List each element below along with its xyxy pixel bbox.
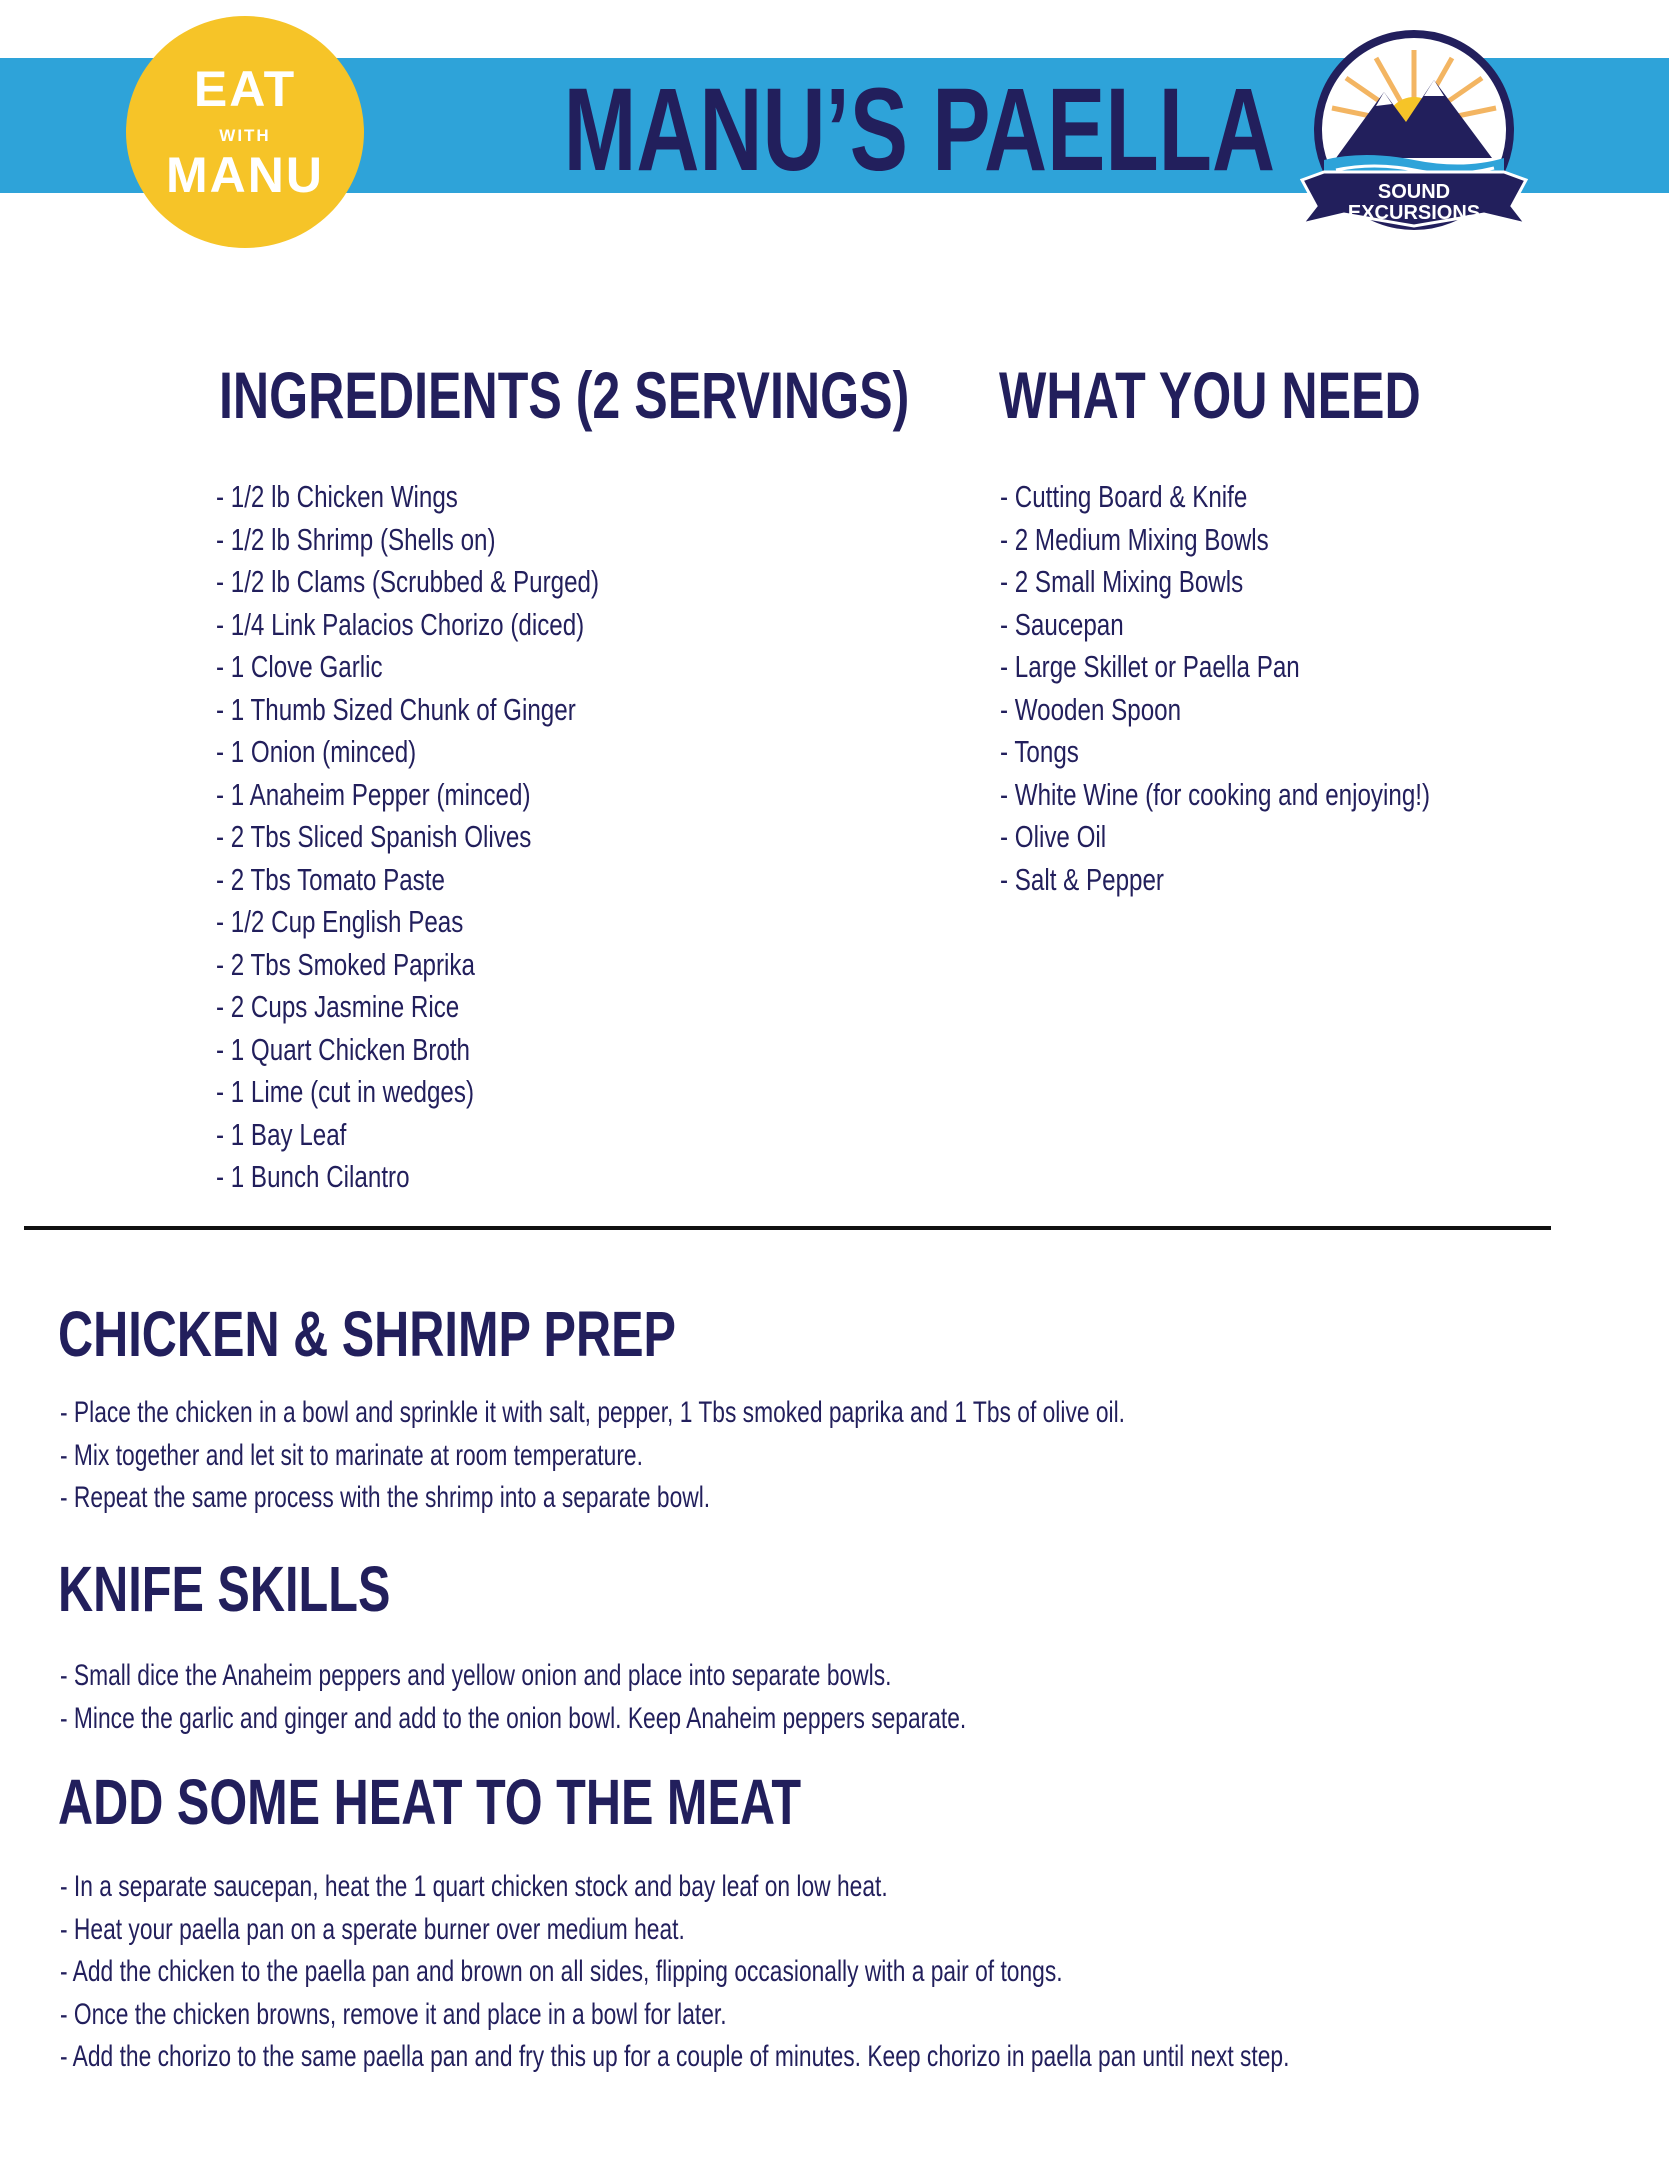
step-item-text: - Heat your paella pan on a sperate burner over medium heat. bbox=[60, 1912, 685, 1946]
step-item-text: - Mince the garlic and ginger and add to the onion bowl. Keep Anaheim peppers separate. bbox=[60, 1701, 967, 1735]
ingredient-item bbox=[216, 901, 707, 944]
step-item-text: - Repeat the same process with the shrimp into a separate bowl. bbox=[60, 1481, 711, 1514]
ingredient-item bbox=[216, 816, 707, 859]
step-item-text: - Small dice the Anaheim peppers and yellow onion and place into separate bowls. bbox=[60, 1659, 892, 1692]
ingredient-item-text: - 1 Bay Leaf bbox=[216, 1116, 347, 1152]
ingredient-item bbox=[216, 986, 707, 1029]
ingredient-item bbox=[216, 774, 707, 817]
ingredient-item bbox=[216, 689, 707, 732]
badge-manu: MANU bbox=[166, 147, 324, 203]
ingredient-item-text: - 1/2 lb Shrimp (Shells on) bbox=[216, 521, 496, 557]
step-item bbox=[60, 1951, 1669, 1994]
ingredient-item-text: - 1 Clove Garlic bbox=[216, 649, 383, 684]
knife-steps bbox=[60, 1655, 1252, 1740]
ingredient-item-text: - 2 Tbs Sliced Spanish Olives bbox=[216, 819, 532, 854]
step-item-text: - Once the chicken browns, remove it and place in a bowl for later. bbox=[60, 1997, 727, 2031]
equipment-item-text: - Tongs bbox=[1000, 734, 1079, 769]
page-title: MANU’S PAELLA bbox=[563, 64, 1276, 196]
ingredient-item-text: - 1 Onion (minced) bbox=[216, 734, 417, 769]
step-item bbox=[60, 1909, 1669, 1952]
ingredient-item-text: - 1 Anaheim Pepper (minced) bbox=[216, 776, 531, 812]
ingredient-item-text: - 2 Tbs Tomato Paste bbox=[216, 861, 445, 897]
ingredients-list bbox=[216, 476, 707, 1199]
ingredient-item bbox=[216, 1156, 707, 1199]
equipment-item bbox=[1000, 774, 1551, 817]
equipment-heading: WHAT YOU NEED bbox=[999, 358, 1421, 432]
equipment-item-text: - 2 Medium Mixing Bowls bbox=[1000, 521, 1269, 557]
equipment-item-text: - Cutting Board & Knife bbox=[1000, 479, 1248, 514]
equipment-item-text: - Large Skillet or Paella Pan bbox=[1000, 649, 1300, 684]
equipment-item-text: - Saucepan bbox=[1000, 606, 1124, 642]
step-item-text: - Add the chorizo to the same paella pan and fry this up for a couple of minutes. Keep chorizo in paella pan until next step. bbox=[60, 2040, 1290, 2073]
step-item-text: - In a separate saucepan, heat the 1 quart chicken stock and bay leaf on low heat. bbox=[60, 1870, 888, 1903]
ingredient-item bbox=[216, 1114, 707, 1157]
badge-eat: EAT bbox=[193, 61, 297, 117]
equipment-item bbox=[1000, 816, 1551, 859]
ingredient-item bbox=[216, 1029, 707, 1072]
ingredient-item bbox=[216, 519, 707, 562]
section-heading-heat: ADD SOME HEAT TO THE MEAT bbox=[58, 1766, 802, 1838]
ingredient-item bbox=[216, 944, 707, 987]
step-item-text: - Mix together and let sit to marinate at room temperature. bbox=[60, 1438, 643, 1472]
ingredient-item-text: - 1/2 lb Chicken Wings bbox=[216, 479, 458, 514]
badge-with: WITH bbox=[219, 126, 271, 145]
step-item bbox=[60, 1994, 1669, 2037]
ingredient-item bbox=[216, 646, 707, 689]
sound-excursions-logo bbox=[1284, 30, 1544, 250]
heat-steps bbox=[60, 1866, 1669, 2079]
ingredient-item bbox=[216, 561, 707, 604]
ingredient-item-text: - 1 Thumb Sized Chunk of Ginger bbox=[216, 691, 576, 727]
ingredient-item bbox=[216, 731, 707, 774]
equipment-item bbox=[1000, 604, 1551, 647]
ingredient-item-text: - 1 Bunch Cilantro bbox=[216, 1159, 410, 1194]
step-item-text: - Place the chicken in a bowl and sprinkle it with salt, pepper, 1 Tbs smoked paprika and 1 Tbs of olive oil. bbox=[60, 1396, 1126, 1429]
ingredients-heading: INGREDIENTS (2 SERVINGS) bbox=[219, 358, 910, 432]
logo-line1: SOUND bbox=[1377, 181, 1451, 203]
section-heading-knife: KNIFE SKILLS bbox=[58, 1553, 391, 1625]
step-item bbox=[60, 1392, 1461, 1435]
section-heading-prep: CHICKEN & SHRIMP PREP bbox=[58, 1298, 676, 1370]
ingredient-item bbox=[216, 604, 707, 647]
prep-steps bbox=[60, 1392, 1461, 1520]
equipment-item bbox=[1000, 561, 1551, 604]
ingredient-item-text: - 1 Lime (cut in wedges) bbox=[216, 1074, 475, 1109]
ingredient-item-text: - 2 Cups Jasmine Rice bbox=[216, 989, 460, 1024]
ingredient-item bbox=[216, 476, 707, 519]
ingredient-item-text: - 1/2 lb Clams (Scrubbed & Purged) bbox=[216, 564, 600, 599]
step-item bbox=[60, 1698, 1252, 1741]
equipment-item bbox=[1000, 731, 1551, 774]
equipment-item bbox=[1000, 859, 1551, 902]
equipment-item-text: - Olive Oil bbox=[1000, 819, 1107, 854]
step-item bbox=[60, 1866, 1669, 1909]
step-item-text: - Add the chicken to the paella pan and brown on all sides, flipping occasionally with a pair of tongs. bbox=[60, 1955, 1063, 1988]
equipment-item-text: - Salt & Pepper bbox=[1000, 861, 1164, 897]
equipment-item bbox=[1000, 519, 1551, 562]
ingredient-item-text: - 1/4 Link Palacios Chorizo (diced) bbox=[216, 606, 585, 642]
equipment-list bbox=[1000, 476, 1551, 901]
equipment-item-text: - White Wine (for cooking and enjoying!) bbox=[1000, 776, 1431, 812]
equipment-item-text: - 2 Small Mixing Bowls bbox=[1000, 564, 1244, 599]
eat-with-manu-badge bbox=[126, 16, 364, 248]
step-item bbox=[60, 2036, 1669, 2079]
logo-line2: EXCURSIONS bbox=[1347, 202, 1481, 224]
step-item bbox=[60, 1655, 1252, 1698]
step-item bbox=[60, 1435, 1461, 1478]
equipment-item bbox=[1000, 646, 1551, 689]
ingredient-item bbox=[216, 1071, 707, 1114]
section-divider bbox=[24, 1226, 1551, 1230]
ingredient-item bbox=[216, 859, 707, 902]
ingredient-item-text: - 1 Quart Chicken Broth bbox=[216, 1031, 470, 1067]
ingredient-item-text: - 1/2 Cup English Peas bbox=[216, 904, 464, 939]
step-item bbox=[60, 1477, 1461, 1520]
equipment-item-text: - Wooden Spoon bbox=[1000, 691, 1182, 727]
ingredient-item-text: - 2 Tbs Smoked Paprika bbox=[216, 946, 475, 982]
equipment-item bbox=[1000, 689, 1551, 732]
equipment-item bbox=[1000, 476, 1551, 519]
